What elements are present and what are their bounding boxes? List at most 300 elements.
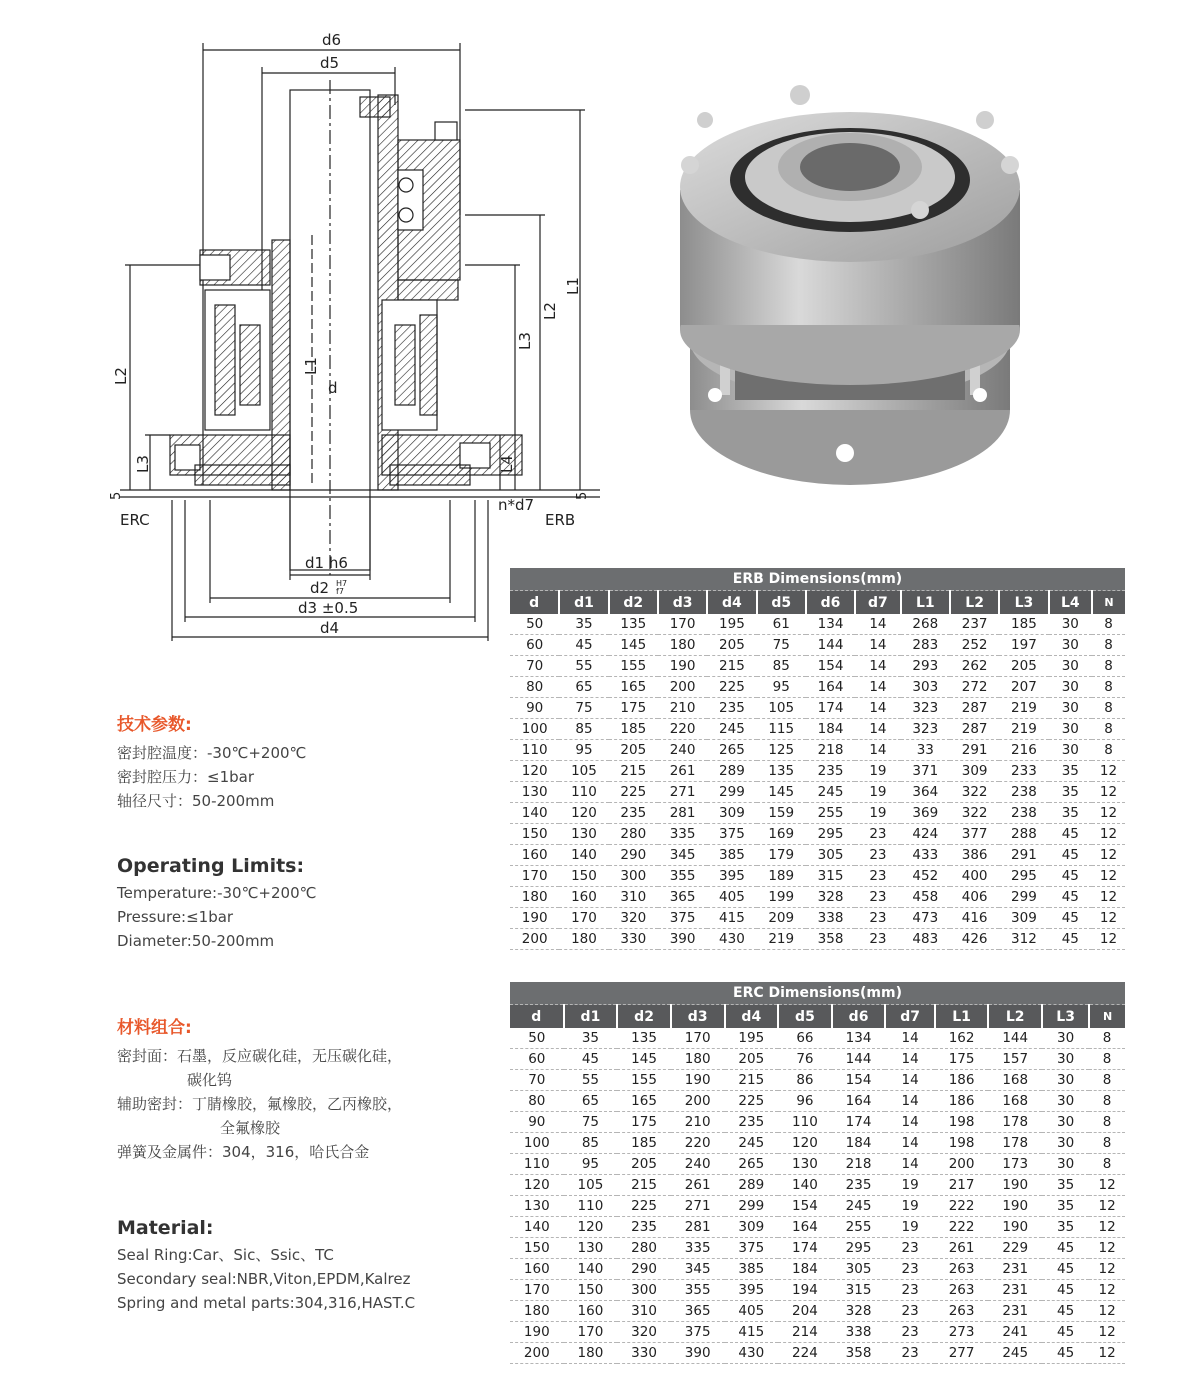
table-row xyxy=(510,1133,1125,1154)
table-cell: 14 xyxy=(885,1154,934,1175)
material-cn-line: 密封面：石墨，反应碳化硅，无压碳化硅， xyxy=(117,1047,403,1065)
table-cell: 377 xyxy=(950,824,999,845)
table-cell: 19 xyxy=(855,803,900,824)
table-cell: 30 xyxy=(1042,1070,1089,1091)
table-cell: 184 xyxy=(832,1133,886,1154)
table-cell: 291 xyxy=(999,845,1048,866)
table-cell: 23 xyxy=(855,866,900,887)
table-cell: 345 xyxy=(658,845,707,866)
erb-dimensions-table xyxy=(510,568,1125,950)
table-cell: 168 xyxy=(988,1091,1042,1112)
column-header: d xyxy=(510,1005,564,1029)
table-cell: 217 xyxy=(935,1175,989,1196)
table-cell: 235 xyxy=(725,1112,779,1133)
table-cell: 8 xyxy=(1089,1133,1125,1154)
table-cell: 200 xyxy=(510,929,559,950)
table-cell: 238 xyxy=(999,803,1048,824)
table-cell: 430 xyxy=(725,1343,779,1364)
table-cell: 185 xyxy=(609,719,658,740)
table-cell: 19 xyxy=(885,1196,934,1217)
table-cell: 375 xyxy=(725,1238,779,1259)
table-cell: 145 xyxy=(617,1049,671,1070)
table-cell: 261 xyxy=(658,761,707,782)
table-cell: 365 xyxy=(671,1301,725,1322)
table-cell: 335 xyxy=(671,1238,725,1259)
table-cell: 154 xyxy=(806,656,855,677)
table-cell: 8 xyxy=(1092,698,1125,719)
table-cell: 330 xyxy=(617,1343,671,1364)
table-cell: 145 xyxy=(609,635,658,656)
column-header: d2 xyxy=(609,591,658,615)
table-cell: 125 xyxy=(757,740,806,761)
table-row xyxy=(510,782,1125,803)
table-cell: 86 xyxy=(778,1070,832,1091)
table-cell: 35 xyxy=(1042,1196,1089,1217)
table-cell: 30 xyxy=(1049,656,1092,677)
table-cell: 205 xyxy=(725,1049,779,1070)
table-cell: 174 xyxy=(778,1238,832,1259)
material-en xyxy=(117,1217,415,1315)
table-cell: 165 xyxy=(609,677,658,698)
table-cell: 371 xyxy=(901,761,950,782)
table-cell: 355 xyxy=(671,1280,725,1301)
erc-table-title: ERC Dimensions(mm) xyxy=(510,982,1125,1005)
table-cell: 320 xyxy=(609,908,658,929)
table-cell: 385 xyxy=(707,845,756,866)
table-cell: 178 xyxy=(988,1112,1042,1133)
table-cell: 364 xyxy=(901,782,950,803)
table-cell: 115 xyxy=(757,719,806,740)
table-cell: 210 xyxy=(658,698,707,719)
table-row xyxy=(510,1217,1125,1238)
table-cell: 45 xyxy=(559,635,608,656)
table-cell: 338 xyxy=(832,1322,886,1343)
table-cell: 30 xyxy=(1049,740,1092,761)
table-cell: 164 xyxy=(832,1091,886,1112)
table-cell: 295 xyxy=(999,866,1048,887)
table-cell: 30 xyxy=(1042,1154,1089,1175)
table-cell: 30 xyxy=(1042,1133,1089,1154)
table-cell: 85 xyxy=(757,656,806,677)
table-cell: 200 xyxy=(510,1343,564,1364)
table-cell: 190 xyxy=(671,1070,725,1091)
table-cell: 415 xyxy=(707,908,756,929)
column-header: L3 xyxy=(1042,1005,1089,1029)
table-cell: 190 xyxy=(988,1196,1042,1217)
table-row xyxy=(510,698,1125,719)
table-cell: 405 xyxy=(707,887,756,908)
table-cell: 315 xyxy=(832,1280,886,1301)
table-cell: 198 xyxy=(935,1133,989,1154)
label-5-right: 5 xyxy=(575,491,590,500)
material-cn-line: 碳化钨 xyxy=(187,1071,233,1089)
table-cell: 8 xyxy=(1092,656,1125,677)
table-cell: 231 xyxy=(988,1280,1042,1301)
table-cell: 233 xyxy=(999,761,1048,782)
table-cell: 70 xyxy=(510,1070,564,1091)
table-cell: 35 xyxy=(1049,803,1092,824)
table-cell: 309 xyxy=(725,1217,779,1238)
table-cell: 179 xyxy=(757,845,806,866)
table-cell: 12 xyxy=(1089,1322,1125,1343)
table-cell: 312 xyxy=(999,929,1048,950)
table-cell: 406 xyxy=(950,887,999,908)
table-cell: 130 xyxy=(510,782,559,803)
label-erc: ERC xyxy=(120,511,150,529)
table-cell: 164 xyxy=(778,1217,832,1238)
column-header: L3 xyxy=(999,591,1048,615)
table-cell: 283 xyxy=(901,635,950,656)
table-cell: 12 xyxy=(1092,782,1125,803)
operating-limits-line: Diameter:50-200mm xyxy=(117,932,275,950)
column-header: d5 xyxy=(757,591,806,615)
table-cell: 12 xyxy=(1092,887,1125,908)
table-cell: 235 xyxy=(832,1175,886,1196)
table-cell: 255 xyxy=(832,1217,886,1238)
table-cell: 33 xyxy=(901,740,950,761)
table-cell: 45 xyxy=(1042,1301,1089,1322)
seal-cross-section-drawing xyxy=(100,25,600,645)
table-cell: 240 xyxy=(658,740,707,761)
table-cell: 30 xyxy=(1042,1049,1089,1070)
table-cell: 12 xyxy=(1089,1280,1125,1301)
table-cell: 433 xyxy=(901,845,950,866)
table-cell: 45 xyxy=(1042,1259,1089,1280)
table-cell: 55 xyxy=(559,656,608,677)
table-cell: 358 xyxy=(832,1343,886,1364)
column-header: d3 xyxy=(671,1005,725,1029)
table-cell: 144 xyxy=(806,635,855,656)
column-header: N xyxy=(1092,591,1125,615)
table-cell: 473 xyxy=(901,908,950,929)
table-cell: 219 xyxy=(757,929,806,950)
table-cell: 120 xyxy=(510,761,559,782)
table-cell: 12 xyxy=(1092,824,1125,845)
table-cell: 23 xyxy=(885,1343,934,1364)
table-cell: 12 xyxy=(1092,761,1125,782)
table-cell: 261 xyxy=(935,1238,989,1259)
table-cell: 385 xyxy=(725,1259,779,1280)
table-cell: 198 xyxy=(935,1112,989,1133)
table-cell: 190 xyxy=(510,1322,564,1343)
label-5-left: 5 xyxy=(109,491,124,500)
table-cell: 135 xyxy=(609,614,658,635)
table-cell: 315 xyxy=(806,866,855,887)
table-cell: 75 xyxy=(559,698,608,719)
table-cell: 288 xyxy=(999,824,1048,845)
table-cell: 219 xyxy=(999,698,1048,719)
table-cell: 30 xyxy=(1042,1028,1089,1049)
table-cell: 8 xyxy=(1092,614,1125,635)
table-cell: 120 xyxy=(559,803,608,824)
table-cell: 35 xyxy=(1042,1175,1089,1196)
table-cell: 235 xyxy=(617,1217,671,1238)
material-cn-title: 材料组合: xyxy=(117,1018,192,1038)
label-L4: L4 xyxy=(498,455,516,473)
table-cell: 178 xyxy=(988,1133,1042,1154)
table-cell: 365 xyxy=(658,887,707,908)
table-cell: 180 xyxy=(559,929,608,950)
table-cell: 390 xyxy=(671,1343,725,1364)
tech-params-cn xyxy=(117,710,306,813)
column-header: d xyxy=(510,591,559,615)
table-cell: 140 xyxy=(559,845,608,866)
table-cell: 265 xyxy=(707,740,756,761)
table-cell: 245 xyxy=(988,1343,1042,1364)
table-cell: 45 xyxy=(1049,824,1092,845)
table-cell: 100 xyxy=(510,719,559,740)
column-header: d6 xyxy=(832,1005,886,1029)
tech-params-cn-line: 密封腔温度：-30℃+200℃ xyxy=(117,744,307,762)
table-cell: 14 xyxy=(855,719,900,740)
table-row xyxy=(510,1049,1125,1070)
table-cell: 90 xyxy=(510,698,559,719)
table-cell: 186 xyxy=(935,1091,989,1112)
table-cell: 229 xyxy=(988,1238,1042,1259)
table-cell: 215 xyxy=(609,761,658,782)
table-cell: 358 xyxy=(806,929,855,950)
label-L2-left: L2 xyxy=(112,367,130,385)
table-cell: 35 xyxy=(1049,761,1092,782)
table-cell: 76 xyxy=(778,1049,832,1070)
table-cell: 330 xyxy=(609,929,658,950)
table-cell: 458 xyxy=(901,887,950,908)
table-cell: 190 xyxy=(658,656,707,677)
table-cell: 35 xyxy=(1049,782,1092,803)
erc-table-header-row xyxy=(510,1005,1125,1029)
table-cell: 200 xyxy=(935,1154,989,1175)
table-cell: 8 xyxy=(1089,1070,1125,1091)
table-cell: 45 xyxy=(1049,866,1092,887)
label-L1-right: L1 xyxy=(564,277,582,295)
table-cell: 218 xyxy=(832,1154,886,1175)
table-cell: 100 xyxy=(510,1133,564,1154)
table-cell: 271 xyxy=(671,1196,725,1217)
table-cell: 130 xyxy=(559,824,608,845)
table-cell: 23 xyxy=(855,887,900,908)
label-d2-sub: f7 xyxy=(336,587,344,596)
table-cell: 14 xyxy=(855,656,900,677)
label-d6: d6 xyxy=(322,31,342,49)
table-cell: 263 xyxy=(935,1301,989,1322)
table-cell: 225 xyxy=(725,1091,779,1112)
table-cell: 30 xyxy=(1042,1112,1089,1133)
table-cell: 135 xyxy=(757,761,806,782)
table-cell: 70 xyxy=(510,656,559,677)
table-cell: 155 xyxy=(617,1070,671,1091)
table-row xyxy=(510,1070,1125,1091)
table-cell: 231 xyxy=(988,1301,1042,1322)
table-cell: 338 xyxy=(806,908,855,929)
table-cell: 255 xyxy=(806,803,855,824)
column-header: d6 xyxy=(806,591,855,615)
table-cell: 160 xyxy=(559,887,608,908)
table-cell: 120 xyxy=(510,1175,564,1196)
table-cell: 162 xyxy=(935,1028,989,1049)
table-row xyxy=(510,866,1125,887)
table-cell: 80 xyxy=(510,1091,564,1112)
table-cell: 110 xyxy=(564,1196,618,1217)
table-cell: 173 xyxy=(988,1154,1042,1175)
table-cell: 8 xyxy=(1089,1112,1125,1133)
table-cell: 200 xyxy=(658,677,707,698)
label-L3-right: L3 xyxy=(516,332,534,350)
column-header: d7 xyxy=(855,591,900,615)
label-L3-left: L3 xyxy=(134,455,152,473)
table-cell: 90 xyxy=(510,1112,564,1133)
table-cell: 222 xyxy=(935,1217,989,1238)
table-cell: 299 xyxy=(725,1196,779,1217)
table-cell: 144 xyxy=(988,1028,1042,1049)
table-cell: 170 xyxy=(671,1028,725,1049)
table-cell: 23 xyxy=(855,845,900,866)
table-row xyxy=(510,1028,1125,1049)
table-cell: 323 xyxy=(901,698,950,719)
table-cell: 66 xyxy=(778,1028,832,1049)
table-cell: 154 xyxy=(832,1070,886,1091)
table-cell: 309 xyxy=(950,761,999,782)
table-row xyxy=(510,908,1125,929)
table-row xyxy=(510,1154,1125,1175)
table-cell: 175 xyxy=(935,1049,989,1070)
table-cell: 110 xyxy=(510,1154,564,1175)
table-cell: 245 xyxy=(832,1196,886,1217)
table-cell: 12 xyxy=(1092,866,1125,887)
table-cell: 50 xyxy=(510,614,559,635)
table-cell: 320 xyxy=(617,1322,671,1343)
table-cell: 170 xyxy=(564,1322,618,1343)
table-cell: 290 xyxy=(617,1259,671,1280)
table-cell: 268 xyxy=(901,614,950,635)
table-cell: 186 xyxy=(935,1070,989,1091)
table-cell: 12 xyxy=(1092,845,1125,866)
label-nd7: n*d7 xyxy=(498,496,535,514)
tech-params-cn-line: 密封腔压力：≤1bar xyxy=(117,768,254,786)
table-cell: 261 xyxy=(671,1175,725,1196)
table-cell: 35 xyxy=(564,1028,618,1049)
table-cell: 150 xyxy=(564,1280,618,1301)
table-cell: 110 xyxy=(510,740,559,761)
table-cell: 287 xyxy=(950,719,999,740)
table-cell: 430 xyxy=(707,929,756,950)
table-cell: 185 xyxy=(999,614,1048,635)
table-cell: 169 xyxy=(757,824,806,845)
table-cell: 105 xyxy=(559,761,608,782)
table-cell: 45 xyxy=(1049,845,1092,866)
table-cell: 14 xyxy=(855,614,900,635)
table-cell: 8 xyxy=(1089,1028,1125,1049)
material-cn-line: 弹簧及金属件：304，316，哈氏合金 xyxy=(117,1143,370,1161)
table-row xyxy=(510,1091,1125,1112)
label-d5: d5 xyxy=(320,54,340,72)
table-cell: 12 xyxy=(1089,1301,1125,1322)
table-cell: 135 xyxy=(617,1028,671,1049)
table-cell: 55 xyxy=(564,1070,618,1091)
table-cell: 215 xyxy=(617,1175,671,1196)
table-cell: 180 xyxy=(671,1049,725,1070)
table-cell: 45 xyxy=(1049,929,1092,950)
table-cell: 8 xyxy=(1089,1154,1125,1175)
table-cell: 19 xyxy=(885,1175,934,1196)
table-cell: 45 xyxy=(1042,1238,1089,1259)
table-cell: 190 xyxy=(988,1217,1042,1238)
table-cell: 220 xyxy=(671,1133,725,1154)
table-cell: 237 xyxy=(950,614,999,635)
table-cell: 14 xyxy=(885,1091,934,1112)
table-cell: 14 xyxy=(885,1028,934,1049)
table-row xyxy=(510,1301,1125,1322)
table-cell: 45 xyxy=(1049,908,1092,929)
table-cell: 303 xyxy=(901,677,950,698)
table-cell: 184 xyxy=(806,719,855,740)
table-cell: 110 xyxy=(559,782,608,803)
table-cell: 375 xyxy=(707,824,756,845)
table-cell: 295 xyxy=(806,824,855,845)
table-cell: 130 xyxy=(564,1238,618,1259)
material-en-line: Secondary seal:NBR,Viton,EPDM,Kalrez xyxy=(117,1270,411,1288)
table-cell: 23 xyxy=(885,1280,934,1301)
table-row xyxy=(510,761,1125,782)
table-cell: 65 xyxy=(559,677,608,698)
column-header: d7 xyxy=(885,1005,934,1029)
table-cell: 335 xyxy=(658,824,707,845)
table-cell: 23 xyxy=(885,1259,934,1280)
table-cell: 299 xyxy=(707,782,756,803)
table-cell: 12 xyxy=(1092,929,1125,950)
table-cell: 281 xyxy=(671,1217,725,1238)
table-cell: 35 xyxy=(1042,1217,1089,1238)
operating-limits-title: Operating Limits: xyxy=(117,855,305,877)
table-row xyxy=(510,1280,1125,1301)
table-cell: 134 xyxy=(806,614,855,635)
table-cell: 300 xyxy=(609,866,658,887)
table-cell: 95 xyxy=(564,1154,618,1175)
table-cell: 252 xyxy=(950,635,999,656)
table-cell: 310 xyxy=(617,1301,671,1322)
table-cell: 395 xyxy=(707,866,756,887)
table-row xyxy=(510,1343,1125,1364)
table-cell: 272 xyxy=(950,677,999,698)
table-cell: 120 xyxy=(778,1133,832,1154)
table-cell: 287 xyxy=(950,698,999,719)
table-cell: 218 xyxy=(806,740,855,761)
erc-dimensions-table xyxy=(510,982,1125,1364)
column-header: L2 xyxy=(988,1005,1042,1029)
table-row xyxy=(510,1238,1125,1259)
table-cell: 50 xyxy=(510,1028,564,1049)
label-erb: ERB xyxy=(545,511,576,529)
table-cell: 180 xyxy=(564,1343,618,1364)
table-cell: 310 xyxy=(609,887,658,908)
table-cell: 157 xyxy=(988,1049,1042,1070)
table-cell: 323 xyxy=(901,719,950,740)
table-cell: 375 xyxy=(658,908,707,929)
table-cell: 155 xyxy=(609,656,658,677)
table-cell: 23 xyxy=(855,824,900,845)
table-row xyxy=(510,656,1125,677)
table-cell: 386 xyxy=(950,845,999,866)
label-d1: d1 h6 xyxy=(305,554,348,572)
mechanical-seal-photo xyxy=(660,75,1040,500)
table-cell: 150 xyxy=(510,824,559,845)
table-cell: 14 xyxy=(885,1133,934,1154)
table-row xyxy=(510,1196,1125,1217)
table-row xyxy=(510,719,1125,740)
label-d3: d3 ±0.5 xyxy=(298,599,359,617)
table-cell: 204 xyxy=(778,1301,832,1322)
table-cell: 205 xyxy=(707,635,756,656)
table-cell: 416 xyxy=(950,908,999,929)
